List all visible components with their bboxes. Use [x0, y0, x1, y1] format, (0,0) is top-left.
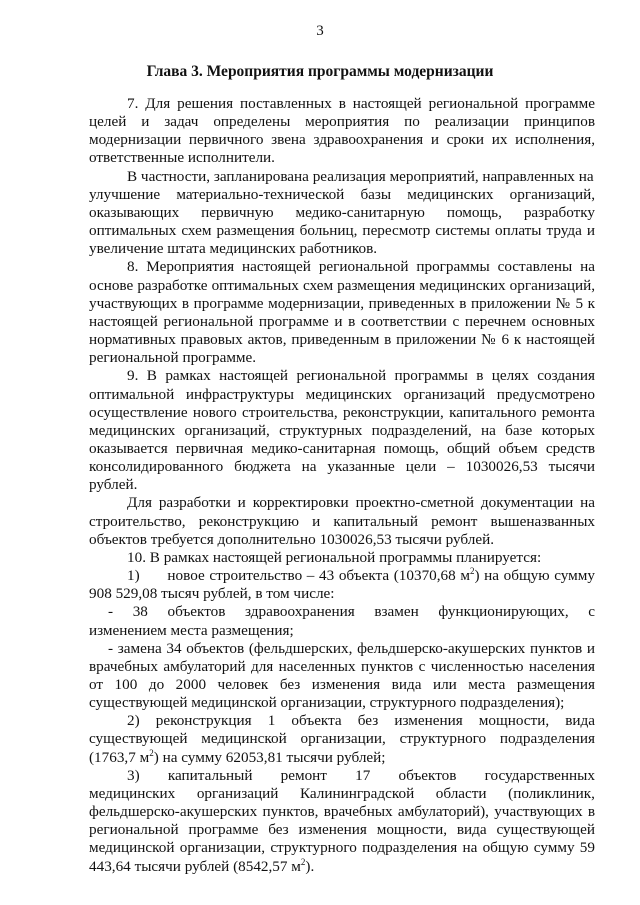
- word: разработку: [523, 203, 595, 221]
- word: государственных: [484, 766, 595, 784]
- word: медицинских: [89, 784, 176, 802]
- paragraph-7b-line-1-text: В частности, запланирована реализация мероприятий, направленных на: [127, 167, 594, 185]
- word: взамен: [374, 603, 419, 621]
- paragraph-7b-line-2: улучшение материально-технической базы медицинских организаций,: [89, 185, 595, 203]
- paragraph-9b: Для разработки и корректировки проектно-сметной документации на строительство, реконструкцию и капитальный ремонт вышеназванных объектов требуется дополнительно 1030026,53 тысячи рублей.: [89, 494, 595, 548]
- word: Калининградской: [299, 784, 415, 802]
- document-body: [89, 95, 595, 876]
- word: первичную: [201, 203, 274, 221]
- paragraph-7b-line-1: [89, 168, 595, 186]
- item-3-sup: 2: [300, 856, 306, 867]
- item-1-sup: 2: [469, 566, 475, 576]
- item-1: [89, 567, 595, 603]
- word: организаций: [196, 784, 279, 802]
- word: медико-санитарную: [295, 203, 425, 221]
- word: 17: [355, 766, 371, 784]
- word: помощь,: [446, 203, 502, 221]
- word: с: [588, 603, 595, 621]
- word: области: [435, 784, 487, 802]
- word: 3): [127, 766, 140, 784]
- item-3-text-post: ).: [305, 857, 315, 875]
- item-3-line-2: [89, 785, 595, 803]
- item-1-text: новое строительство – 43 объекта (10370,68 м: [167, 567, 470, 585]
- word: функционирующих,: [438, 603, 569, 621]
- word: объектов: [167, 603, 226, 621]
- item-3-text: фельдшерско-акушерских пунктов, врачебных амбулаторий), участвующих в региональной программе без изменения мощности, вида существующей медицинской организации, структурного подразделения на общую сумму 59 443,64 тысячи рублей (8542,57 м: [89, 803, 595, 875]
- word: 38: [132, 603, 148, 621]
- paragraph-7: 7. Для решения поставленных в настоящей региональной программе целей и задач определены мероприятия по реализации принципов модернизации первичного звена здравоохранения и сроки их исполнения, ответственные исполнители.: [89, 95, 595, 167]
- word: (поликлиник,: [508, 784, 595, 802]
- paragraph-9: 9. В рамках настоящей региональной программы в целях создания оптимальной инфраструктуры медицинских организаций предусмотрено осуществление нового строительства, реконструкции, капитального ремонта медицинских организаций, структурных подразделений, на базе которых оказывается первичная медико-санитарная помощь, общий объем средств консолидированного бюджета на указанные цели – 1030026,53 тысячи рублей.: [89, 367, 595, 494]
- word: капитальный: [167, 766, 253, 784]
- item-3-line-1: [89, 767, 595, 785]
- paragraph-8: 8. Мероприятия настоящей региональной программы составлены на основе разработке оптимальных схем размещения медицинских организаций, участвующих в программе модернизации, приведенных в приложении № 5 к настоящей региональной программе и в соответствии с перечнем основных нормативных правовых актов, приведенным в приложении № 6 к настоящей региональной программе.: [89, 258, 595, 367]
- item-1-number: 1): [127, 567, 140, 585]
- word: объектов: [398, 766, 457, 784]
- paragraph-7b-rest: оптимальных схем размещения больниц, пересмотр системы оплаты труда и увеличение штата медицинских работников.: [89, 222, 595, 258]
- item-2-text: 2) реконструкция 1 объекта без изменения мощности, вида существующей медицинской организации, структурного подразделения (1763,7 м: [89, 712, 595, 766]
- sub-item-1-line-1: [89, 603, 595, 621]
- item-2-sup: 2: [149, 747, 154, 758]
- sub-item-2: - замена 34 объектов (фельдшерских, фельдшерско-акушерских пунктов и врачебных амбулаторий для населенных пунктов с численностью населения от 100 до 2000 человек без изменения вида или места размещения существующей медицинской организации, структурного подразделения);: [89, 639, 595, 712]
- paragraph-10: 10. В рамках настоящей региональной программы планируется:: [127, 548, 542, 566]
- item-2: [89, 712, 595, 766]
- item-2-text-post: ) на сумму 62053,81 тысячи рублей;: [153, 748, 386, 766]
- item-3-rest: [89, 803, 595, 876]
- word: оказывающих: [89, 203, 180, 221]
- sub-item-1-rest: изменением места размещения;: [89, 621, 294, 639]
- item-1-text-post: ) на общую сумму 908 529,08 тысяч рублей, в том числе:: [89, 567, 595, 603]
- page-number: 3: [316, 23, 324, 39]
- paragraph-7b-line-3: [89, 204, 595, 222]
- word: -: [108, 603, 114, 621]
- word: ремонт: [280, 766, 327, 784]
- word: здравоохранения: [245, 603, 355, 621]
- chapter-title: Глава 3. Мероприятия программы модернизации: [146, 63, 494, 80]
